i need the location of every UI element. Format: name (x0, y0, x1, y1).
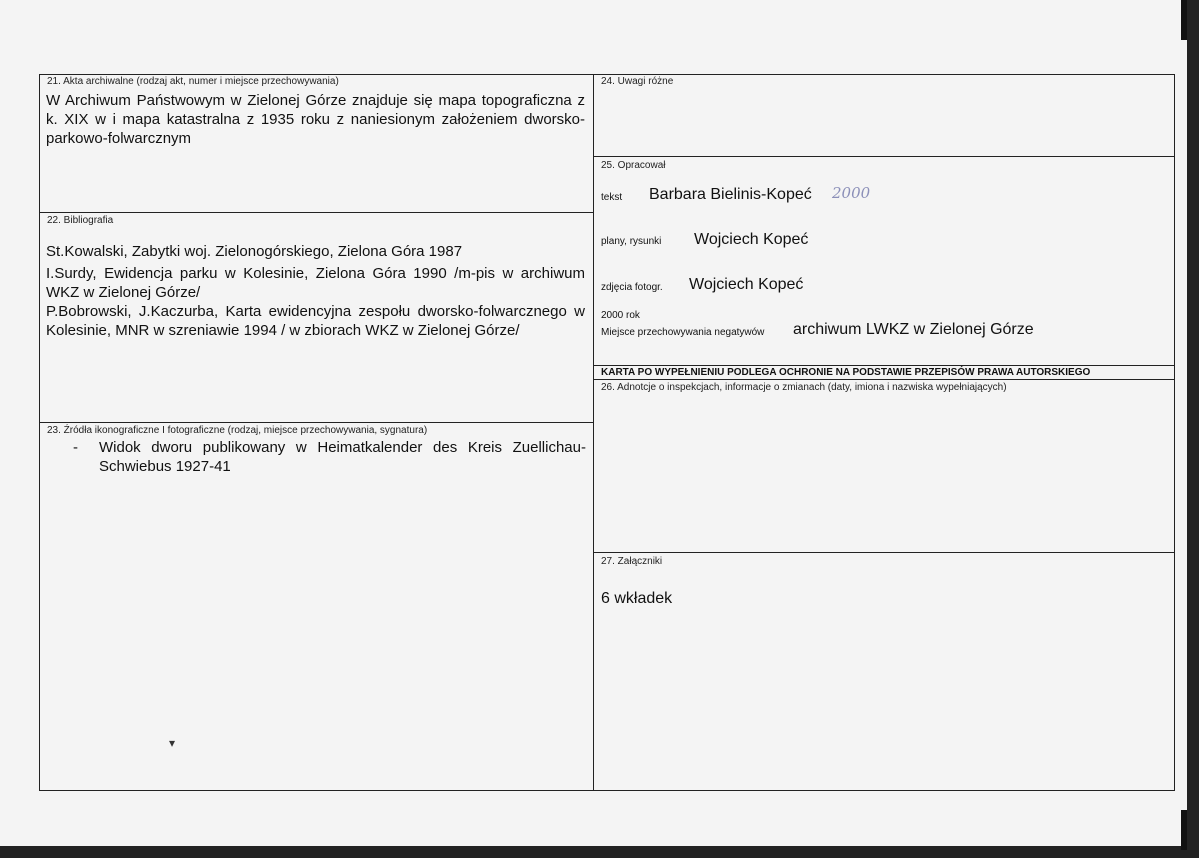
attachments-value: 6 wkładek (601, 590, 673, 607)
section-23-bullet: - (73, 439, 78, 456)
scan-tab-top (1181, 0, 1187, 40)
zdjecia-label: zdjęcia fotogr. (601, 282, 663, 293)
tekst-value: Barbara Bielinis-Kopeć (649, 186, 812, 203)
scan-edge-right (1187, 0, 1199, 858)
section-21-header: 21. Akta archiwalne (rodzaj akt, numer i miejsce przechowywania) (47, 76, 339, 87)
bibliography-entry-2: I.Surdy, Ewidencja parku w Kolesinie, Zielona Góra 1990 /m-pis w archiwum WKZ w Zielonej Górze/ (46, 265, 585, 301)
stray-mark: ▾ (169, 736, 176, 750)
miejsce-value: archiwum LWKZ w Zielonej Górze (793, 321, 1034, 338)
bibliography-entry-3: P.Bobrowski, J.Kaczurba, Karta ewidencyjna zespołu dworsko-folwarcznego w Kolesinie, MNR w szreniawie 1994 / w zbiorach WKZ w Zielonej Górze/ (46, 303, 585, 339)
scan-edge-bottom (0, 846, 1199, 858)
section-21-text: W Archiwum Państwowym w Zielonej Górze znajduje się mapa topograficzna z k. XIX w i mapa katastralna z 1935 roku z naniesionym założeniem dworsko-parkowo-folwarcznym (46, 92, 585, 147)
divider-24-25 (593, 156, 1175, 157)
column-divider (593, 74, 594, 791)
miejsce-label: Miejsce przechowywania negatywów (601, 327, 765, 338)
section-23-header: 23. Źródła ikonograficzne I fotograficzne (rodzaj, miejsce przechowywania, sygnatura) (47, 425, 428, 436)
bibliography-entry-1: St.Kowalski, Zabytki woj. Zielonogórskiego, Zielona Góra 1987 (46, 243, 463, 260)
divider-22-23 (39, 422, 593, 423)
plany-value: Wojciech Kopeć (694, 231, 809, 248)
section-26-header: 26. Adnotcje o inspekcjach, informacje o zmianach (daty, imiona i nazwiska wypełniających) (601, 382, 1007, 393)
divider-notice-top (593, 365, 1175, 366)
plany-label: plany, rysunki (601, 236, 662, 247)
zdjecia-value: Wojciech Kopeć (689, 276, 804, 293)
section-25-header: 25. Opracował (601, 160, 666, 171)
year-line: 2000 rok (601, 310, 640, 321)
divider-26-27 (593, 552, 1175, 553)
tekst-label: tekst (601, 192, 623, 203)
scan-tab-bottom (1181, 810, 1187, 850)
section-27-header: 27. Załączniki (601, 556, 663, 567)
divider-21-22 (39, 212, 593, 213)
section-24-header: 24. Uwagi różne (601, 76, 674, 87)
section-22-header: 22. Bibliografia (47, 215, 114, 226)
section-23-text: Widok dworu publikowany w Heimatkalender des Kreis Zuellichau-Schwiebus 1927-41 (99, 439, 586, 475)
divider-25-26 (593, 379, 1175, 380)
tekst-year-handwritten: 2000 (832, 184, 871, 202)
copyright-notice: KARTA PO WYPEŁNIENIU PODLEGA OCHRONIE NA PODSTAWIE PRZEPISÓW PRAWA AUTORSKIEGO (601, 367, 1091, 378)
